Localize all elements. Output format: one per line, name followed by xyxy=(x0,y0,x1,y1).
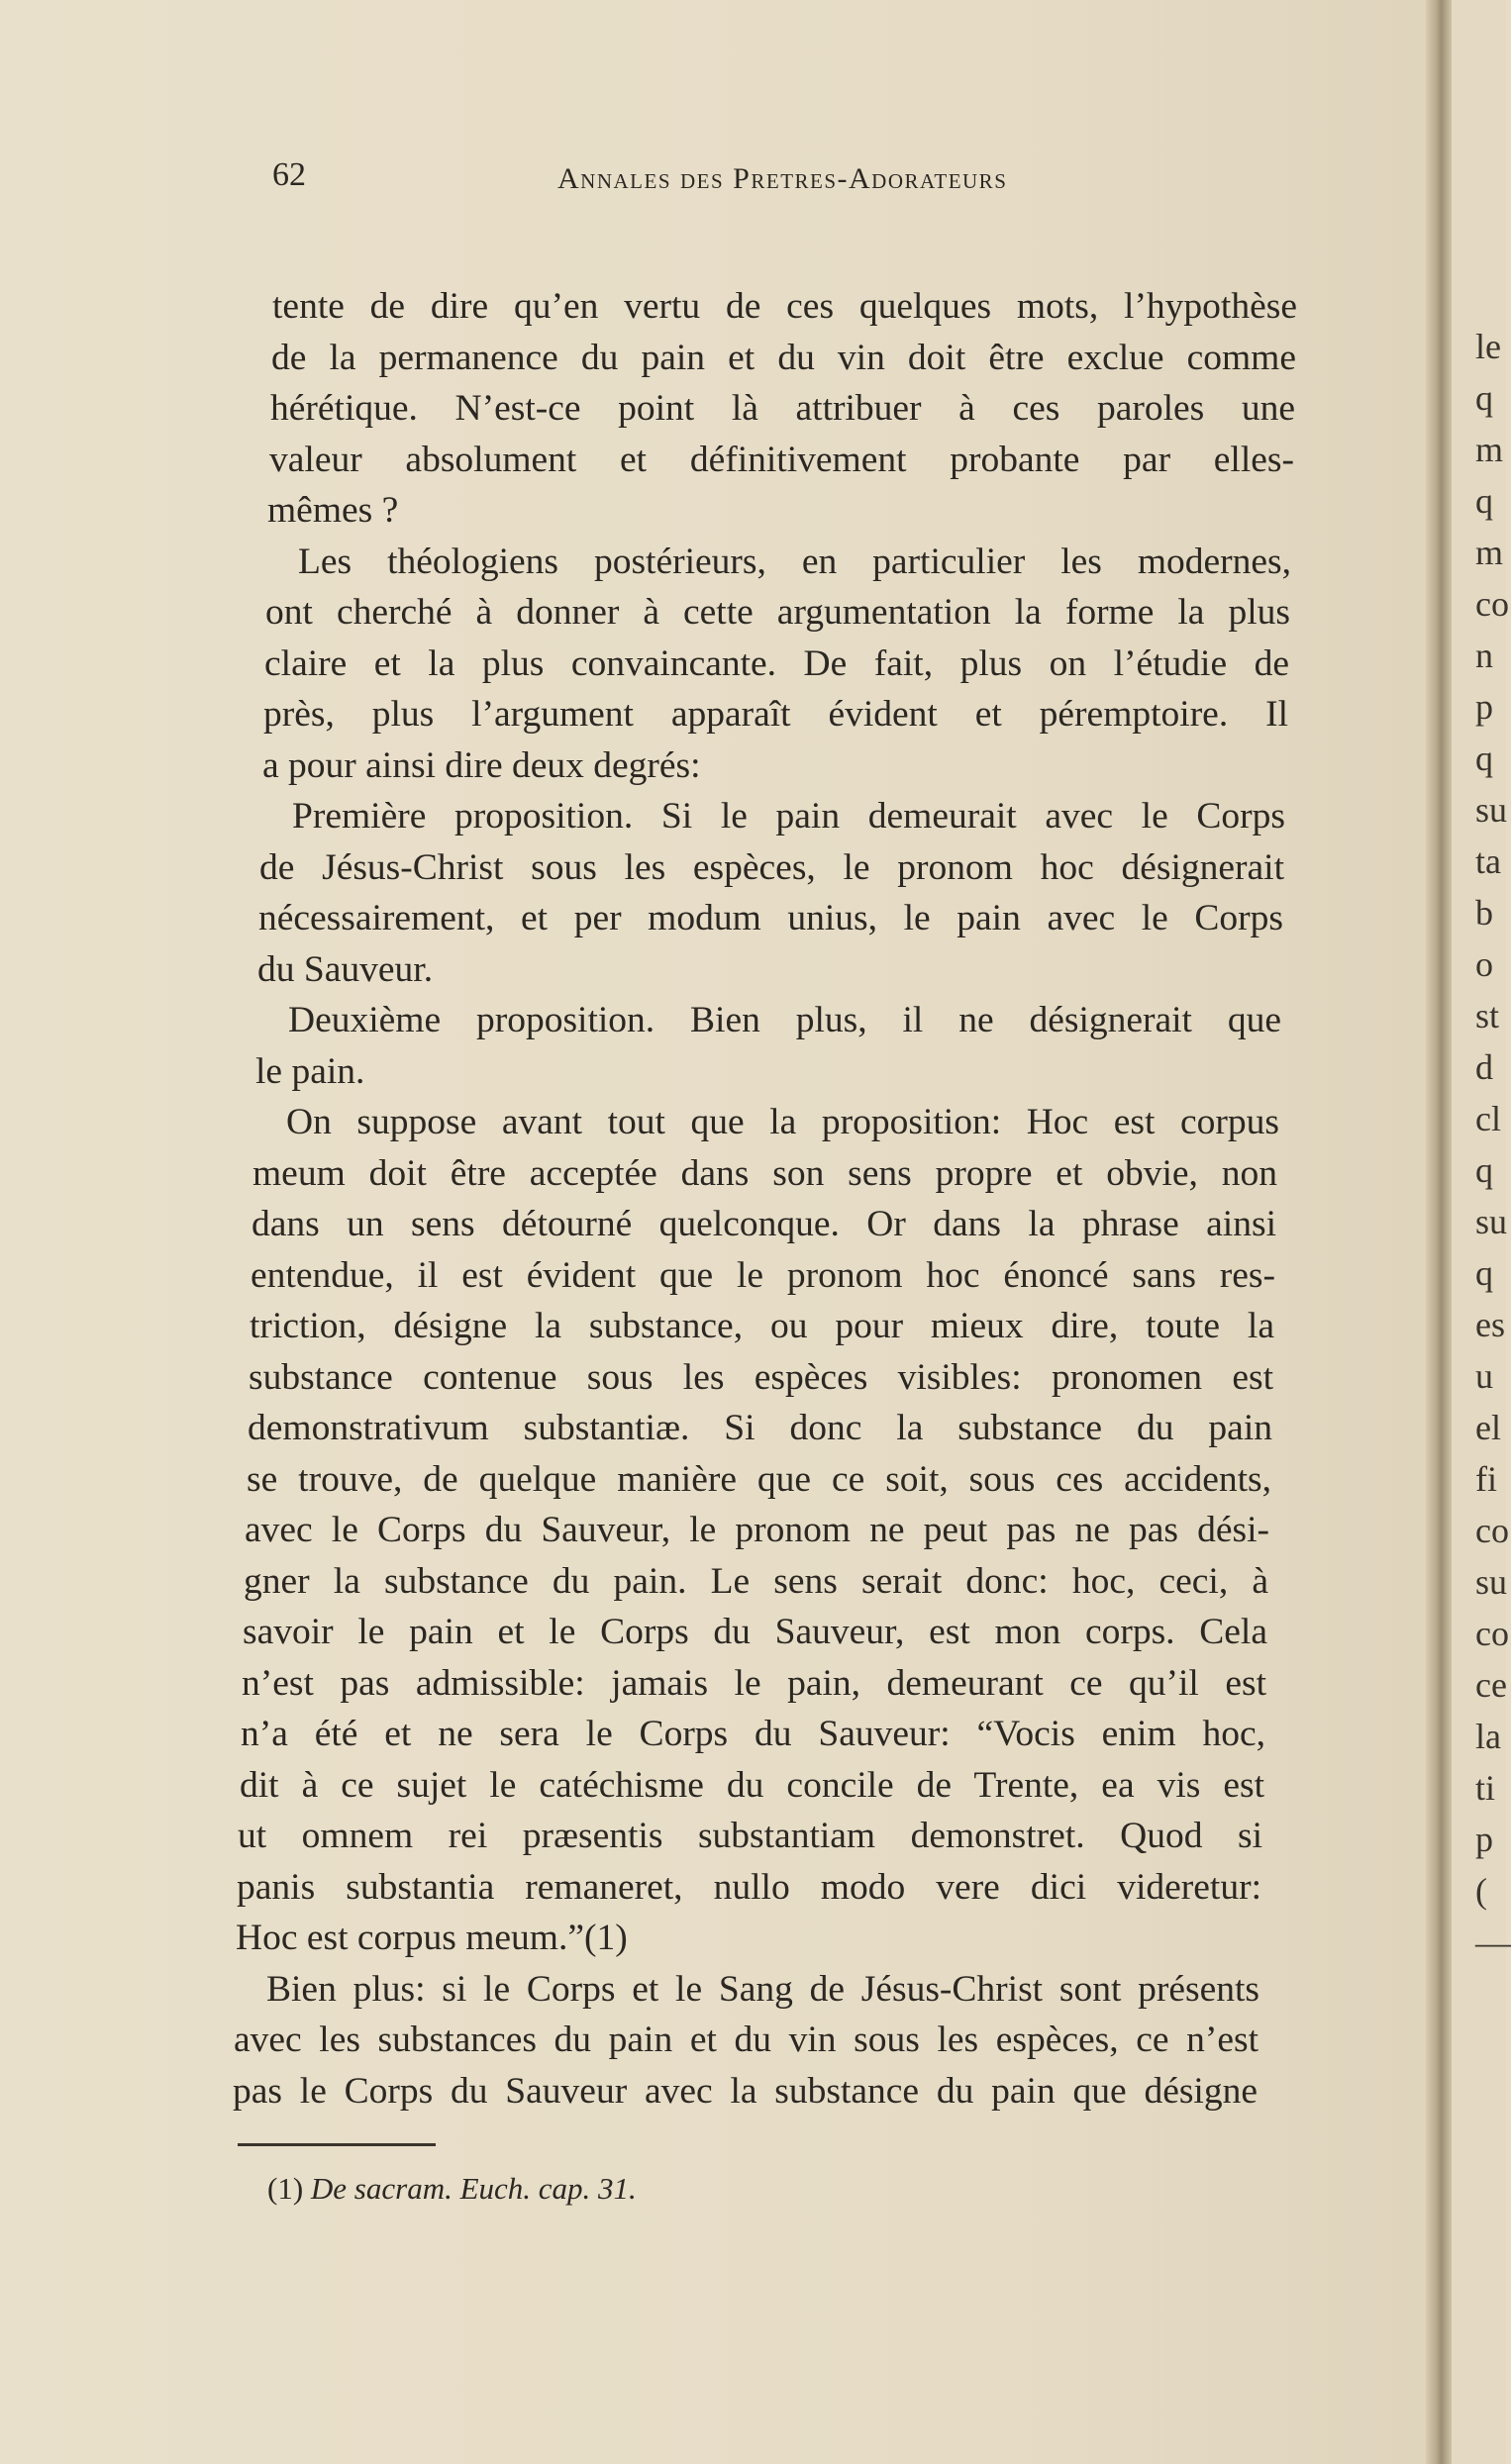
next-page-fragment: o xyxy=(1475,944,1493,984)
next-page-fragment: m xyxy=(1475,430,1504,469)
next-page-fragment: st xyxy=(1475,996,1500,1035)
next-page-fragment: u xyxy=(1475,1356,1493,1396)
text-line: Les théologiens postérieurs, en particulier les modernes, xyxy=(298,541,1291,582)
next-page-fragment: cl xyxy=(1475,1099,1501,1138)
next-page-fragment: la xyxy=(1475,1717,1501,1756)
text-line: de Jésus-Christ sous les espèces, le pronom hoc désignerait xyxy=(259,846,1284,888)
text-line: triction, désigne la substance, ou pour mieux dire, toute la xyxy=(250,1306,1274,1346)
next-page-fragment: q xyxy=(1475,1150,1493,1190)
text-line: Hoc est corpus meum.”(1) xyxy=(236,1918,628,1958)
text-line: claire et la plus convaincante. De fait, plus on l’étudie de xyxy=(264,642,1289,684)
next-page-fragment: — xyxy=(1475,1922,1511,1962)
text-line: dit à ce sujet le catéchisme du concile de Trente, ea vis est xyxy=(240,1764,1264,1806)
text-line: nécessairement, et per modum unius, le pain avec le Corps xyxy=(258,898,1283,938)
next-page-fragment: co xyxy=(1475,584,1509,624)
text-line: valeur absolument et définitivement probante par elles- xyxy=(269,439,1294,480)
text-line: a pour ainsi dire deux degrés: xyxy=(262,744,701,786)
text-line: demonstrativum substantiæ. Si donc la substance du pain xyxy=(248,1408,1272,1448)
text-line: gner la substance du pain. Le sens serait donc: hoc, ceci, à xyxy=(244,1560,1268,1602)
next-page-fragment: su xyxy=(1475,790,1508,830)
next-page-fragment: le xyxy=(1475,327,1501,366)
next-page-fragment: ti xyxy=(1475,1768,1496,1808)
next-page-fragment: m xyxy=(1475,533,1504,572)
text-line: près, plus l’argument apparaît évident et péremptoire. Il xyxy=(263,694,1288,735)
text-line: meum doit être acceptée dans son sens propre et obvie, non xyxy=(252,1152,1277,1194)
next-page-fragment: fi xyxy=(1475,1459,1497,1499)
text-line: se trouve, de quelque manière que ce soit, sous ces accidents, xyxy=(247,1458,1271,1500)
next-page-fragment: q xyxy=(1475,739,1493,778)
text-line: ont cherché à donner à cette argumentation la forme la plus xyxy=(265,592,1290,633)
text-line: hérétique. N’est-ce point là attribuer à ces paroles une xyxy=(270,388,1295,429)
footnote-rule xyxy=(238,2143,436,2146)
next-page-fragment: p xyxy=(1475,687,1493,727)
text-line: ut omnem rei præsentis substantiam demonstret. Quod si xyxy=(238,1816,1262,1856)
next-page-fragment: ce xyxy=(1475,1665,1507,1705)
footnote-text: De sacram. Euch. cap. 31. xyxy=(310,2171,637,2206)
text-line: de la permanence du pain et du vin doit être exclue comme xyxy=(271,337,1296,378)
next-page-fragment: ta xyxy=(1475,841,1501,881)
next-page-fragment: co xyxy=(1475,1614,1509,1653)
next-page-fragment: q xyxy=(1475,378,1493,418)
running-head xyxy=(272,148,1421,208)
text-line: tente de dire qu’en vertu de ces quelques mots, l’hypothèse xyxy=(272,286,1297,327)
next-page-fragment: ( xyxy=(1475,1871,1487,1911)
next-page-fragment: b xyxy=(1475,893,1493,933)
next-page-fragment: q xyxy=(1475,481,1493,521)
footnote-marker: (1) xyxy=(267,2171,304,2206)
text-line: pas le Corps du Sauveur avec la substance du pain que désigne xyxy=(233,2070,1258,2112)
text-line: Bien plus: si le Corps et le Sang de Jésus-Christ sont présents xyxy=(266,1968,1259,2010)
next-page-fragment: el xyxy=(1475,1408,1501,1447)
text-line: n’a été et ne sera le Corps du Sauveur: “Vocis enim hoc, xyxy=(241,1714,1265,1754)
text-line: du Sauveur. xyxy=(257,948,434,990)
text-line: mêmes ? xyxy=(267,490,399,531)
text-line: panis substantia remaneret, nullo modo vere dici videretur: xyxy=(237,1866,1261,1908)
next-page-edge xyxy=(1452,0,1511,2464)
next-page-fragment: q xyxy=(1475,1253,1493,1293)
text-line: avec le Corps du Sauveur, le pronom ne peut pas ne pas dési- xyxy=(245,1510,1269,1550)
text-line: On suppose avant tout que la proposition: Hoc est corpus xyxy=(286,1102,1279,1142)
next-page-fragment: n xyxy=(1475,636,1493,675)
text-line: Première proposition. Si le pain demeurait avec le Corps xyxy=(292,796,1285,837)
text-line: substance contenue sous les espèces visibles: pronomen est xyxy=(249,1356,1273,1398)
next-page-fragment: su xyxy=(1475,1202,1508,1241)
text-line: entendue, il est évident que le pronom hoc énoncé sans res- xyxy=(251,1254,1275,1296)
text-line: savoir le pain et le Corps du Sauveur, est mon corps. Cela xyxy=(243,1612,1267,1652)
book-gutter xyxy=(1426,0,1452,2464)
text-line: avec les substances du pain et du vin sous les espèces, ce n’est xyxy=(234,2020,1259,2060)
next-page-fragment: d xyxy=(1475,1047,1493,1087)
next-page-fragment: p xyxy=(1475,1820,1493,1859)
next-page-fragment: su xyxy=(1475,1562,1508,1602)
text-line: Deuxième proposition. Bien plus, il ne désignerait que xyxy=(288,1000,1281,1040)
text-line: dans un sens détourné quelconque. Or dans la phrase ainsi xyxy=(252,1204,1276,1244)
text-line: le pain. xyxy=(255,1050,365,1092)
running-title: Annales des Pretres-Adorateurs xyxy=(557,162,1008,195)
footnote xyxy=(267,2171,637,2207)
page-number: 62 xyxy=(272,156,306,193)
text-line: n’est pas admissible: jamais le pain, demeurant ce qu’il est xyxy=(242,1662,1266,1704)
next-page-fragment: co xyxy=(1475,1511,1509,1550)
next-page-fragment: es xyxy=(1475,1305,1505,1344)
